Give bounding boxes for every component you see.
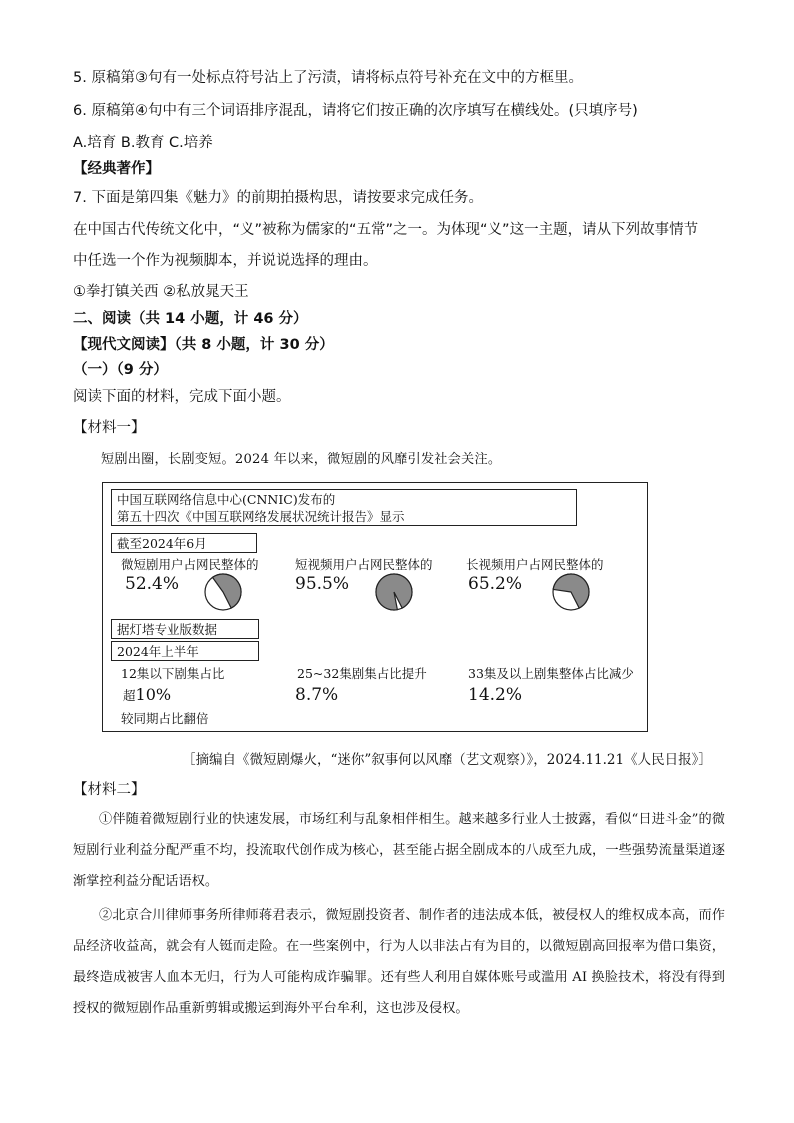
material1-intro: 短剧出圈，长剧变短。2024 年以来，微短剧的风靡引发社会关注。 (101, 452, 502, 467)
question-6-options: A.培育 B.教育 C.培养 (73, 135, 213, 151)
material2-paragraph-1: ①伴随着微短剧行业的快速发展，市场红利与乱象相伴相生。越来越多行业人士披露，看似“日进斗金”的微短剧行业利益分配严重不均，投流取代创作成为核心，甚至能占据全剧成本的八成至九成，一些强势流量渠道逐渐掌控利益分配话语权。 (73, 812, 725, 889)
material2-paragraph-2: ②北京合川律师事务所律师蒋君表示，微短剧投资者、制作者的违法成本低，被侵权人的维权成本高，而作品经济收益高，就会有人铤而走险。在一些案例中，行为人以非法占有为目的，以微短剧高回报率为借口集资，最终造成被害人血本无归，行为人可能构成诈骗罪。还有些人利用自媒体账号或滥用 AI 换脸技术，将没有得到授权的微短剧作品重新剪辑或搬运到海外平台牟利，这也涉及侵权。 (73, 908, 725, 1016)
episode-stat-value-3: 14.2% (468, 685, 523, 705)
episode-stat-value-1 (123, 685, 171, 704)
episode-stat-label-1: 12集以下剧集占比 (121, 666, 225, 681)
material2-label: 【材料二】 (73, 782, 146, 798)
question-5: 5. 原稿第③句有一处标点符号沾上了污渍，请将标点符号补充在文中的方框里。 (73, 70, 583, 86)
material1-citation: ［摘编自《微短剧爆火，“迷你”叙事何以风靡（艺文观察）》，2024.11.21《人民日报》］ (182, 752, 712, 768)
episode-stat-value-2: 8.7% (295, 685, 339, 705)
stat-value-longvideo: 65.2% (468, 574, 523, 594)
reading-section-title: 二、阅读（共 14 小题，计 46 分） (73, 311, 308, 327)
episode-stat-prefix-1: 超 (123, 688, 136, 703)
pie-shortvideo (374, 572, 414, 612)
stat-label-microdrama: 微短剧用户占网民整体的 (121, 557, 259, 572)
episode-stat-label-2: 25~32集剧集占比提升 (297, 666, 427, 681)
infographic-period-label: 2024年上半年 (111, 641, 259, 661)
stat-label-shortvideo: 短视频用户占网民整体的 (295, 557, 433, 572)
section-classic-works: 【经典著作】 (73, 161, 160, 177)
stat-label-longvideo: 长视频用户占网民整体的 (466, 557, 604, 572)
material1-label: 【材料一】 (73, 420, 146, 436)
infographic-source-line1: 中国互联网络信息中心(CNNIC)发布的 (117, 492, 336, 507)
part-one-title: （一）（9 分） (73, 362, 168, 378)
infographic-source-box (111, 489, 577, 526)
pie-longvideo (551, 572, 591, 612)
infographic-date-label: 截至2024年6月 (111, 533, 257, 553)
reading-instruction: 阅读下面的材料，完成下面小题。 (73, 389, 291, 405)
stat-value-microdrama: 52.4% (125, 574, 180, 594)
pie-microdrama (203, 572, 243, 612)
question-6: 6. 原稿第④句中有三个词语排序混乱，请将它们按正确的次序填写在横线处。(只填序号) (73, 103, 638, 119)
pie-slice (376, 574, 412, 610)
infographic (102, 482, 648, 732)
infographic-source-line2: 第五十四次《中国互联网络发展状况统计报告》显示 (117, 509, 405, 524)
stat-value-shortvideo: 95.5% (295, 574, 350, 594)
question-7: 7. 下面是第四集《魅力》的前期拍摄构思，请按要求完成任务。 (73, 190, 483, 206)
question-7-line1: 在中国古代传统文化中，“义”被称为儒家的“五常”之一。为体现“义”这一主题，请从下列故事情节 (73, 222, 699, 238)
infographic-source2-label: 据灯塔专业版数据 (111, 619, 259, 639)
question-7-options: ①拳打镇关西 ②私放晁天王 (73, 284, 249, 300)
episode-stat-label-3: 33集及以上剧集整体占比减少 (468, 666, 634, 681)
question-7-line2: 中任选一个作为视频脚本，并说说选择的理由。 (73, 253, 378, 269)
modern-reading-title: 【现代文阅读】（共 8 小题，计 30 分） (73, 337, 334, 353)
episode-stat-number-1: 10% (135, 685, 172, 704)
episode-stat-note-1: 较同期占比翻倍 (121, 711, 209, 726)
